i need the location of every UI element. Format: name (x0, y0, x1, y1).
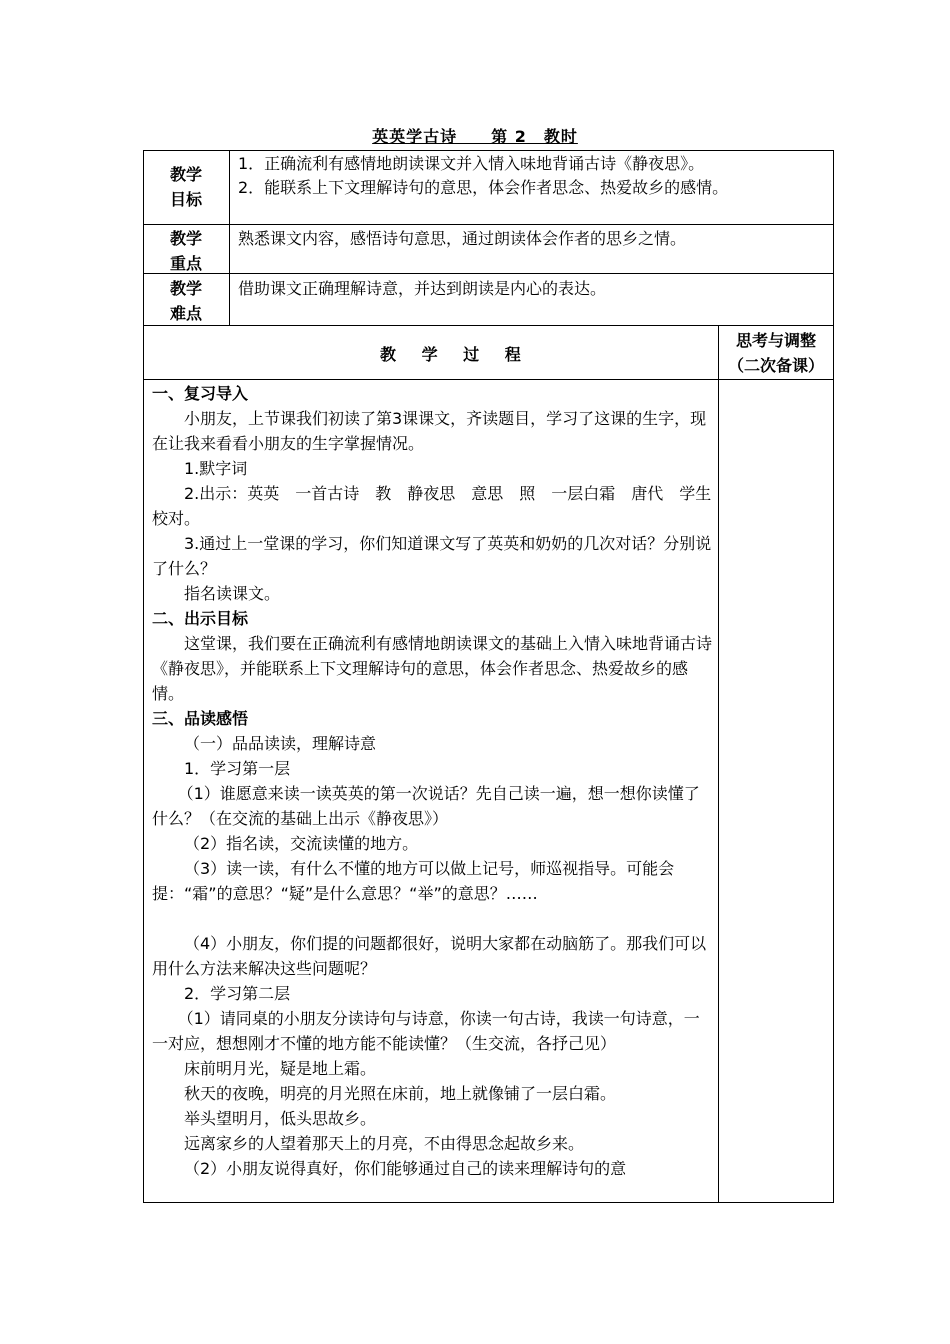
paragraph: 小朋友，上节课我们初读了第3课课文，齐读题目，学习了这课的生字，现在让我来看看小朋友的生字掌握情况。 (152, 409, 707, 453)
paragraph: 举头望明月，低头思故乡。 (184, 1109, 377, 1128)
row-divider-1 (143, 224, 834, 225)
teaching-process-body (152, 381, 712, 1181)
section-heading: 一、复习导入 (152, 384, 249, 403)
row-divider-4 (143, 379, 834, 380)
side-column-divider (718, 325, 719, 1203)
paragraph: 2．学习第二层 (184, 984, 291, 1003)
paragraph: （3）读一读，有什么不懂的地方可以做上记号，师巡视指导。可能会提：“霜”的意思？“疑”是什么意思？“举”的意思？…… (152, 859, 675, 903)
paragraph: （1）请同桌的小朋友分读诗句与诗意，你读一句古诗，我读一句诗意，一一对应，想想刚才不懂的地方能不能读懂？（生交流，各抒己见） (152, 1009, 700, 1053)
paragraph: 指名读课文。 (184, 584, 281, 603)
paragraph: （4）小朋友，你们提的问题都很好，说明大家都在动脑筋了。那我们可以用什么方法来解决这些问题呢？ (152, 934, 707, 978)
key-point-label: 教学 重点 (169, 229, 202, 273)
table-border-top (143, 150, 834, 151)
paragraph: 秋天的夜晚，明亮的月光照在床前，地上就像铺了一层白霜。 (184, 1084, 617, 1103)
paragraph: 远离家乡的人望着那天上的月亮，不由得思念起故乡来。 (184, 1134, 585, 1153)
key-point-text: 熟悉课文内容，感悟诗句意思，通过朗读体会作者的思乡之情。 (238, 229, 687, 248)
side-header: 思考与调整 （二次备课） (727, 331, 824, 375)
section-heading: 三、品读感悟 (152, 709, 249, 728)
paragraph: 2.出示：英英 一首古诗 教 静夜思 意思 照 一层白霜 唐代 学生校对。 (152, 484, 712, 528)
row-divider-3 (143, 325, 834, 326)
table-border-right (833, 150, 834, 1203)
objective-text: 1．正确流利有感情地朗读课文并入情入味地背诵古诗《静夜思》。 2．能联系上下文理解诗句的意思，体会作者思念、热爱故乡的感情。 (238, 154, 729, 197)
paragraph: 3.通过上一堂课的学习，你们知道课文写了英英和奶奶的几次对话？分别说了什么？ (152, 534, 712, 578)
paragraph: （一）品品读读，理解诗意 (184, 734, 377, 753)
page-title: 英英学古诗 第 2 教时 (372, 127, 578, 146)
paragraph: 床前明月光，疑是地上霜。 (184, 1059, 377, 1078)
row-divider-2 (143, 273, 834, 274)
paragraph: （1）谁愿意来读一读英英的第一次说话？先自己读一遍，想一想你读懂了什么？（在交流的基础上出示《静夜思》） (152, 784, 700, 828)
table-border-bottom (143, 1202, 834, 1203)
label-column-divider (229, 150, 230, 326)
paragraph: 1.默字词 (184, 459, 248, 478)
process-header: 教 学 过 程 (380, 345, 531, 364)
objective-label: 教学 目标 (169, 165, 202, 209)
paragraph: （2）小朋友说得真好，你们能够通过自己的读来理解诗句的意 (184, 1159, 627, 1178)
paragraph (152, 906, 712, 931)
difficulty-label: 教学 难点 (169, 279, 202, 323)
difficulty-text: 借助课文正确理解诗意，并达到朗读是内心的表达。 (238, 279, 607, 298)
paragraph: （2）指名读，交流读懂的地方。 (184, 834, 419, 853)
paragraph: 1．学习第一层 (184, 759, 291, 778)
paragraph: 这堂课，我们要在正确流利有感情地朗读课文的基础上入情入味地背诵古诗《静夜思》，并能联系上下文理解诗句的意思，体会作者思念、热爱故乡的感情。 (152, 634, 713, 703)
section-heading: 二、出示目标 (152, 609, 249, 628)
